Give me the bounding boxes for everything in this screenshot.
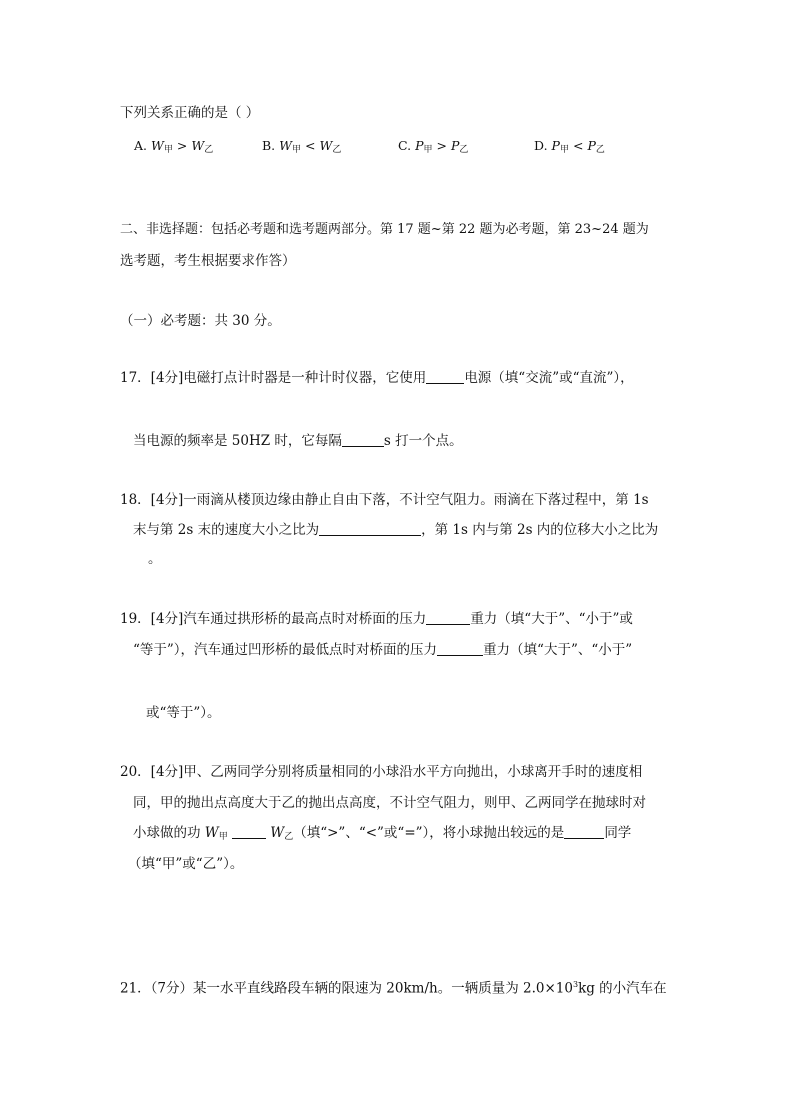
option-letter: A. bbox=[134, 138, 148, 153]
option-d: D. $P_甲 < P_乙$ bbox=[534, 138, 605, 155]
subsection-heading: （一）必考题：共 30 分。 bbox=[120, 313, 281, 329]
answer-blank[interactable] bbox=[426, 610, 470, 625]
question-19-line1: 19．[4分]汽车通过拱形桥的最高点时对桥面的压力 重力（填“大于”、“小于”或 bbox=[120, 611, 633, 627]
section-heading-line1: 二、非选择题：包括必考题和选考题两部分。第 17 题~第 22 题为必考题，第 23~24 题为 bbox=[120, 222, 649, 237]
question-17-line1: 17．[4分]电磁打点计时器是一种计时仪器，它使用 电源（填“交流”或“直流”）， bbox=[120, 370, 634, 386]
question-19-line2: “等于”），汽车通过凹形桥的最低点时对桥面的压力 重力（填“大于”、“小于” bbox=[133, 642, 633, 658]
question-18-line3: 。 bbox=[148, 551, 162, 567]
question-18-line1: 18．[4分]一雨滴从楼顶边缘由静止自由下落，不计空气阻力。雨滴在下落过程中，第 1s bbox=[120, 492, 649, 508]
question-18-line2: 末与第 2s 末的速度大小之比为 ，第 1s 内与第 2s 内的位移大小之比为 bbox=[133, 522, 659, 538]
option-letter: C. bbox=[398, 138, 412, 153]
question-17-line2: 当电源的频率是 50HZ 时，它每隔 s 打一个点。 bbox=[133, 433, 463, 449]
question-19-line3: 或“等于”）。 bbox=[146, 705, 221, 721]
question-20-line3: 小球做的功 $W_甲$ $W_乙$（填“>”、“<”或“=”），将小球抛出较远的是 同学 bbox=[133, 825, 632, 842]
option-c: C. $P_甲 > P_乙$ bbox=[398, 138, 469, 155]
question-20-line1: 20．[4分]甲、乙两同学分别将质量相同的小球沿水平方向抛出，小球离开手时的速度相 bbox=[120, 764, 643, 780]
answer-blank[interactable] bbox=[426, 369, 464, 384]
question-21-line1: 21．（7分）某一水平直线路段车辆的限速为 20km/h。一辆质量为 $2.0\times 10^3kg$ 的小汽车在 bbox=[120, 980, 667, 997]
question-20-line4: （填“甲”或“乙”）。 bbox=[128, 856, 244, 872]
answer-blank[interactable] bbox=[319, 521, 421, 536]
answer-blank[interactable] bbox=[564, 824, 604, 839]
option-letter: D. bbox=[534, 138, 548, 153]
section-heading-line2: 选考题，考生根据要求作答） bbox=[120, 253, 296, 269]
question-20-line2: 同，甲的抛出点高度大于乙的抛出点高度，不计空气阻力，则甲、乙两同学在抛球时对 bbox=[133, 795, 646, 811]
answer-blank[interactable] bbox=[342, 432, 384, 447]
answer-blank[interactable] bbox=[232, 824, 266, 839]
option-b: B. $W_甲 < W_乙$ bbox=[262, 138, 342, 155]
option-letter: B. bbox=[262, 138, 276, 153]
option-a: A. $W_甲 > W_乙$ bbox=[134, 138, 214, 155]
answer-blank[interactable] bbox=[437, 641, 483, 656]
prev-question-stem: 下列关系正确的是（ ） bbox=[120, 105, 260, 121]
